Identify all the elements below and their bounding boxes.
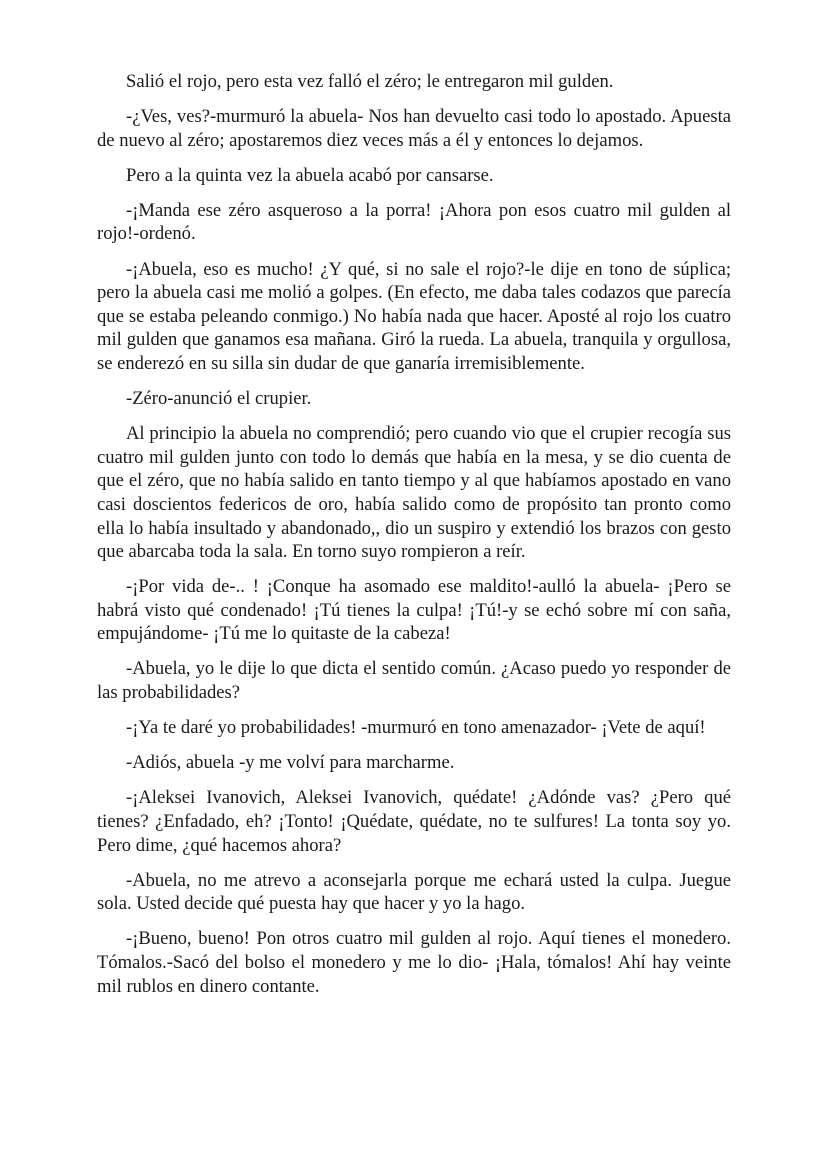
- paragraph: Al principio la abuela no comprendió; pero cuando vio que el crupier recogía sus cuatro mil gulden junto con todo lo demás que había en la mesa, y se dio cuenta de que el zéro, que no había salido en tanto tiempo y al que habíamos apostado en vano casi doscientos federicos de oro, había salido como de propósito tan pronto como ella lo había insultado y abandonado,, dio un suspiro y extendió los brazos con gesto que abarcaba toda la sala. En torno suyo rompieron a reír.: [97, 423, 731, 563]
- paragraph: Pero a la quinta vez la abuela acabó por cansarse.: [126, 164, 494, 186]
- paragraph: -¡Manda ese zéro asqueroso a la porra! ¡Ahora pon esos cuatro mil gulden al rojo!-ordenó.: [97, 199, 731, 245]
- paragraph: Salió el rojo, pero esta vez falló el zéro; le entregaron mil gulden.: [126, 71, 614, 92]
- paragraph: -¡Abuela, eso es mucho! ¿Y qué, si no sale el rojo?-le dije en tono de súplica; pero la abuela casi me molió a golpes. (En efecto, me daba tales codazos que parecía que se estaba peleando conmigo.) No había nada que hacer. Aposté al rojo los cuatro mil gulden que ganamos esa mañana. Giró la rueda. La abuela, tranquila y orgullosa, se enderezó en su silla sin dudar de que ganaría irremisiblemente.: [97, 258, 731, 374]
- paragraph: -¿Ves, ves?-murmuró la abuela- Nos han devuelto casi todo lo apostado. Apuesta de nuevo al zéro; apostaremos diez veces más a él y entonces lo dejamos.: [97, 106, 731, 151]
- paragraph: -¡Por vida de-.. ! ¡Conque ha asomado ese maldito!-aulló la abuela- ¡Pero se habrá visto qué condenado! ¡Tú tienes la culpa! ¡Tú!-y se echó sobre mí con saña, empujándome- ¡Tú me lo quitaste de la cabeza!: [97, 576, 731, 645]
- paragraph: -Adiós, abuela -y me volví para marcharme.: [126, 752, 455, 774]
- paragraph: -¡Aleksei Ivanovich, Aleksei Ivanovich, quédate! ¿Adónde vas? ¿Pero qué tienes? ¿Enfadado, eh? ¡Tonto! ¡Quédate, quédate, no te sulfures! La tonta soy yo. Pero dime, ¿qué hacemos ahora?: [97, 787, 731, 856]
- paragraph: -¡Ya te daré yo probabilidades! -murmuró en tono amenazador- ¡Vete de aquí!: [126, 717, 706, 739]
- paragraph: -¡Bueno, bueno! Pon otros cuatro mil gulden al rojo. Aquí tienes el monedero. Tómalos.-Sacó del bolso el monedero y me lo dio- ¡Hala, tómalos! Ahí hay veinte mil rublos en dinero contante.: [97, 928, 731, 997]
- paragraph: -Abuela, no me atrevo a aconsejarla porque me echará usted la culpa. Juegue sola. Usted decide qué puesta hay que hacer y yo la hago.: [97, 869, 731, 915]
- paragraph: -Abuela, yo le dije lo que dicta el sentido común. ¿Acaso puedo yo responder de las probabilidades?: [97, 658, 731, 704]
- paragraph: -Zéro-anunció el crupier.: [126, 388, 312, 410]
